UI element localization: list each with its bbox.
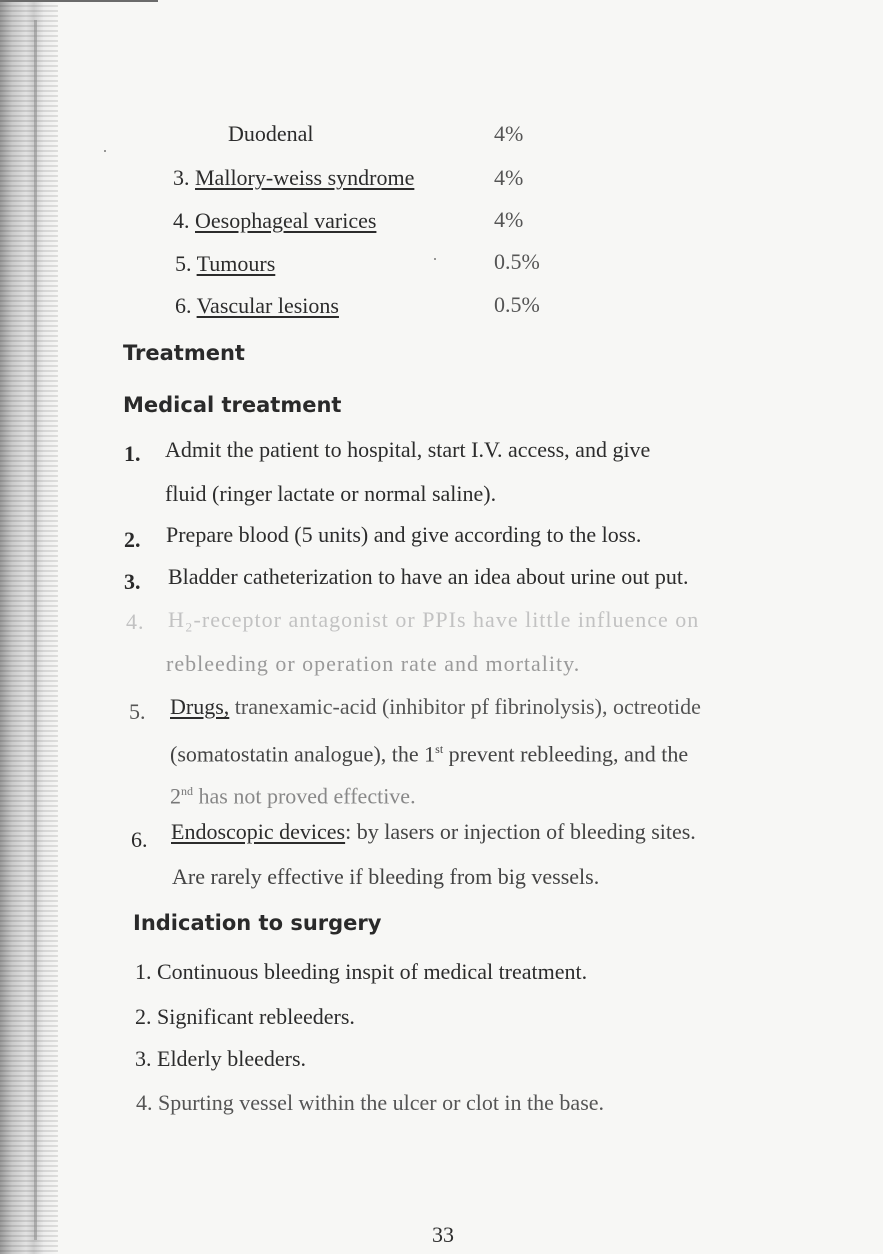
list-item-text: Significant rebleeders. — [157, 1004, 355, 1029]
cause-value: 0.5% — [494, 292, 540, 317]
cause-label: Vascular lesions — [196, 293, 339, 318]
list-item-text: Elderly bleeders. — [157, 1046, 307, 1071]
list-number: 2. — [135, 1004, 152, 1029]
list-item-text: Are rarely effective if bleeding from big vessels. — [172, 864, 600, 889]
cause-value: 0.5% — [494, 249, 540, 274]
list-item — [135, 1045, 306, 1073]
list-item — [135, 958, 587, 986]
cause-row — [175, 292, 339, 320]
text-part: has not proved effective. — [193, 783, 416, 809]
text-part: prevent rebleeding, and the — [443, 741, 689, 767]
list-number: 1. — [135, 959, 152, 984]
drugs-text: tranexamic-acid (inhibitor pf fibrinolysis), octreotide — [229, 694, 701, 719]
cause-label: Tumours — [196, 251, 276, 276]
text-part: 2 — [170, 783, 181, 809]
superscript: st — [435, 742, 444, 756]
list-number: 1. — [124, 441, 141, 466]
page-number: 33 — [432, 1222, 454, 1247]
cause-label: Duodenal — [228, 121, 314, 146]
list-number: 5. — [129, 699, 146, 724]
cause-value: 4% — [494, 165, 524, 190]
list-number: 3. — [124, 569, 141, 594]
list-item-text: Spurting vessel within the ulcer or clot in the base. — [158, 1090, 605, 1115]
cause-row — [228, 120, 314, 148]
list-number: 2. — [124, 527, 141, 552]
scan-binding-edge — [0, 0, 58, 1254]
list-item-text — [171, 818, 696, 846]
list-number: 3. — [135, 1046, 152, 1071]
list-number: 4. — [136, 1090, 153, 1115]
section-heading-medical-treatment: Medical treatment — [123, 393, 342, 417]
scan-speck — [434, 258, 436, 260]
list-item-text — [170, 735, 688, 768]
cause-number: 6. — [175, 293, 192, 318]
list-number: 4. — [126, 609, 145, 634]
cause-row — [173, 164, 414, 192]
cause-row — [175, 250, 275, 278]
cause-value: 4% — [494, 207, 524, 232]
text-part: (somatostatin analogue), the 1 — [170, 741, 436, 767]
list-item-text-faded: H₂-receptor antagonist or PPIs have little influence on — [168, 607, 700, 632]
cause-row — [173, 207, 376, 235]
endoscopic-text: : by lasers or injection of bleeding sites. — [345, 819, 696, 844]
list-item-text: Bladder catheterization to have an idea about urine out put. — [168, 564, 689, 589]
drugs-label: Drugs, — [170, 694, 230, 719]
list-item-text-faded: rebleeding or operation rate and mortality. — [166, 651, 581, 676]
cause-value: 4% — [494, 121, 524, 146]
list-item-text: Continuous bleeding inspit of medical treatment. — [157, 959, 588, 984]
scan-speck — [104, 150, 106, 152]
endoscopic-label: Endoscopic devices — [171, 819, 346, 844]
cause-label: Mallory-weiss syndrome — [195, 165, 415, 190]
list-item-text — [170, 693, 701, 721]
list-item-text — [170, 777, 416, 810]
list-number: 6. — [131, 827, 148, 852]
cause-label: Oesophageal varices — [195, 208, 377, 233]
binding-shadow — [34, 20, 37, 1240]
section-heading-treatment: Treatment — [123, 341, 245, 365]
cause-number: 3. — [173, 165, 190, 190]
list-item-text: Prepare blood (5 units) and give according to the loss. — [166, 522, 642, 547]
superscript: nd — [181, 784, 193, 798]
scan-top-edge — [0, 0, 158, 2]
section-heading-indication: Indication to surgery — [133, 911, 382, 935]
list-item-text: Admit the patient to hospital, start I.V. access, and give — [165, 437, 651, 462]
cause-number: 5. — [175, 251, 192, 276]
list-item — [136, 1089, 604, 1117]
cause-number: 4. — [173, 208, 190, 233]
list-item — [135, 1003, 355, 1031]
list-item-text: fluid (ringer lactate or normal saline). — [165, 481, 497, 506]
